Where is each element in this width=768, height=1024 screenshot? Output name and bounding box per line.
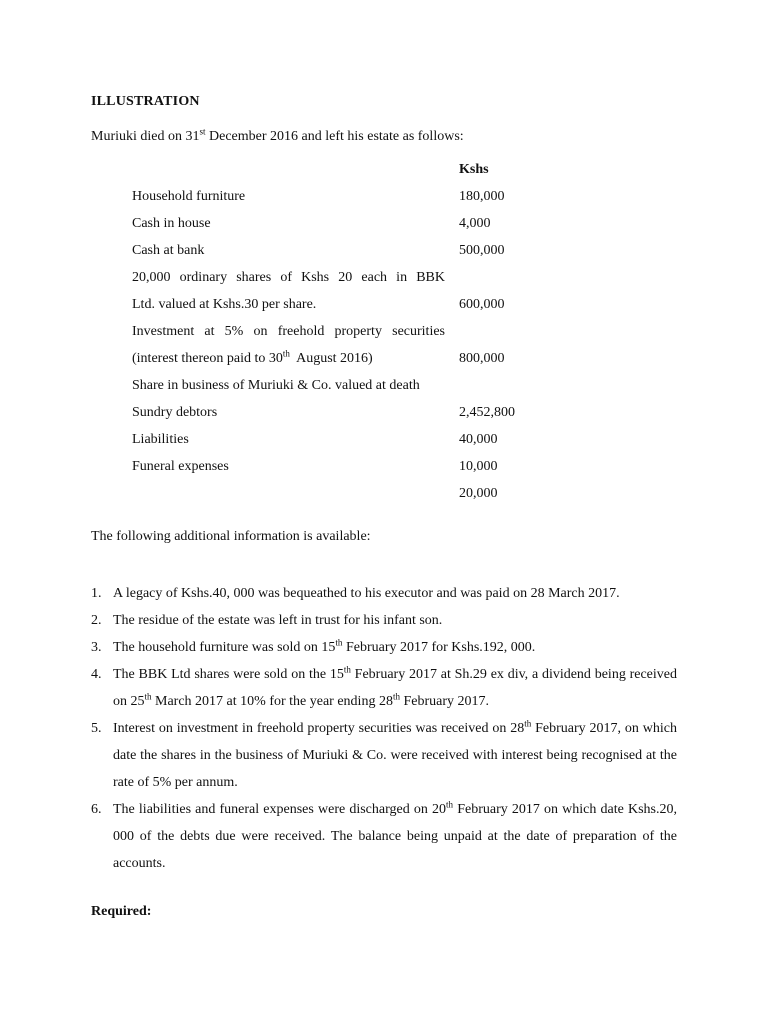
- intro-sentence: [91, 126, 464, 145]
- estate-row: [0, 486, 768, 513]
- intro-sup: st: [199, 126, 206, 137]
- list-item-number: 1.: [91, 586, 102, 601]
- estate-row: [0, 378, 768, 405]
- list-item-text: The BBK Ltd shares were sold on the 15th February 2017 at Sh.29 ex div, a dividend being received on 25th March 2017 at 10% for the year ending 28th February 2017.: [113, 664, 678, 709]
- list-item-number: 2.: [91, 613, 102, 628]
- estate-item-amount: 40,000: [459, 432, 498, 447]
- estate-row: [0, 189, 768, 216]
- estate-item-amount: 4,000: [459, 216, 491, 231]
- estate-item-label: Investment at 5% on freehold property securities: [132, 324, 445, 339]
- list-item-number: 5.: [91, 721, 102, 736]
- estate-item-amount: 2,452,800: [459, 405, 515, 420]
- list-item-number: 3.: [91, 640, 102, 655]
- estate-row: [0, 432, 768, 459]
- intro-before: Muriuki died on 31: [91, 129, 200, 144]
- estate-row: [0, 459, 768, 486]
- intro-after: December 2016 and left his estate as follows:: [205, 129, 464, 144]
- estate-row: [0, 324, 768, 351]
- estate-item-label: Cash at bank: [132, 243, 205, 258]
- estate-item-label: Cash in house: [132, 216, 211, 231]
- list-item-number: 4.: [91, 667, 102, 682]
- estate-row: [0, 216, 768, 243]
- estate-item-label: 20,000 ordinary shares of Kshs 20 each in BBK: [132, 270, 445, 285]
- estate-item-amount: 180,000: [459, 189, 505, 204]
- list-item-text: The household furniture was sold on 15th February 2017 for Kshs.192, 000.: [113, 637, 536, 655]
- page-heading: ILLUSTRATION: [91, 94, 200, 109]
- estate-item-amount: 500,000: [459, 243, 505, 258]
- estate-item-label: Sundry debtors: [132, 405, 218, 420]
- estate-item-label: Funeral expenses: [132, 459, 229, 474]
- estate-row: [0, 405, 768, 432]
- list-item-text: Interest on investment in freehold property securities was received on 28th February 2017, on which date the shares in the business of Muriuki & Co. were received with interest being recognised at the rate of 5% per annum.: [113, 718, 677, 790]
- estate-row: [0, 270, 768, 297]
- estate-item-label: Household furniture: [132, 189, 246, 204]
- estate-item-amount: 10,000: [459, 459, 498, 474]
- additional-info-text: The following additional information is available:: [91, 529, 371, 544]
- estate-row: [0, 348, 768, 378]
- list-item-number: 6.: [91, 802, 102, 817]
- estate-item-label: (interest thereon paid to 30th August 2016): [132, 348, 373, 366]
- required-heading: Required:: [91, 904, 152, 919]
- currency-column-header: Kshs: [459, 162, 489, 177]
- list-item-text: A legacy of Kshs.40, 000 was bequeathed to his executor and was paid on 28 March 2017.: [113, 586, 620, 601]
- estate-row: [0, 297, 768, 324]
- estate-item-amount: 800,000: [459, 351, 505, 366]
- estate-item-amount: 20,000: [459, 486, 498, 501]
- estate-item-label: Share in business of Muriuki & Co. valued at death: [132, 378, 420, 393]
- estate-item-label: Ltd. valued at Kshs.30 per share.: [132, 297, 317, 312]
- list-item-text: The residue of the estate was left in trust for his infant son.: [113, 613, 443, 628]
- estate-item-label: Liabilities: [132, 432, 189, 447]
- estate-row: [0, 243, 768, 270]
- estate-item-amount: 600,000: [459, 297, 505, 312]
- list-item-text: The liabilities and funeral expenses were discharged on 20th February 2017 on which date Kshs.20, 000 of the debts due were received. The balance being unpaid at the date of preparation of the accounts.: [113, 799, 678, 871]
